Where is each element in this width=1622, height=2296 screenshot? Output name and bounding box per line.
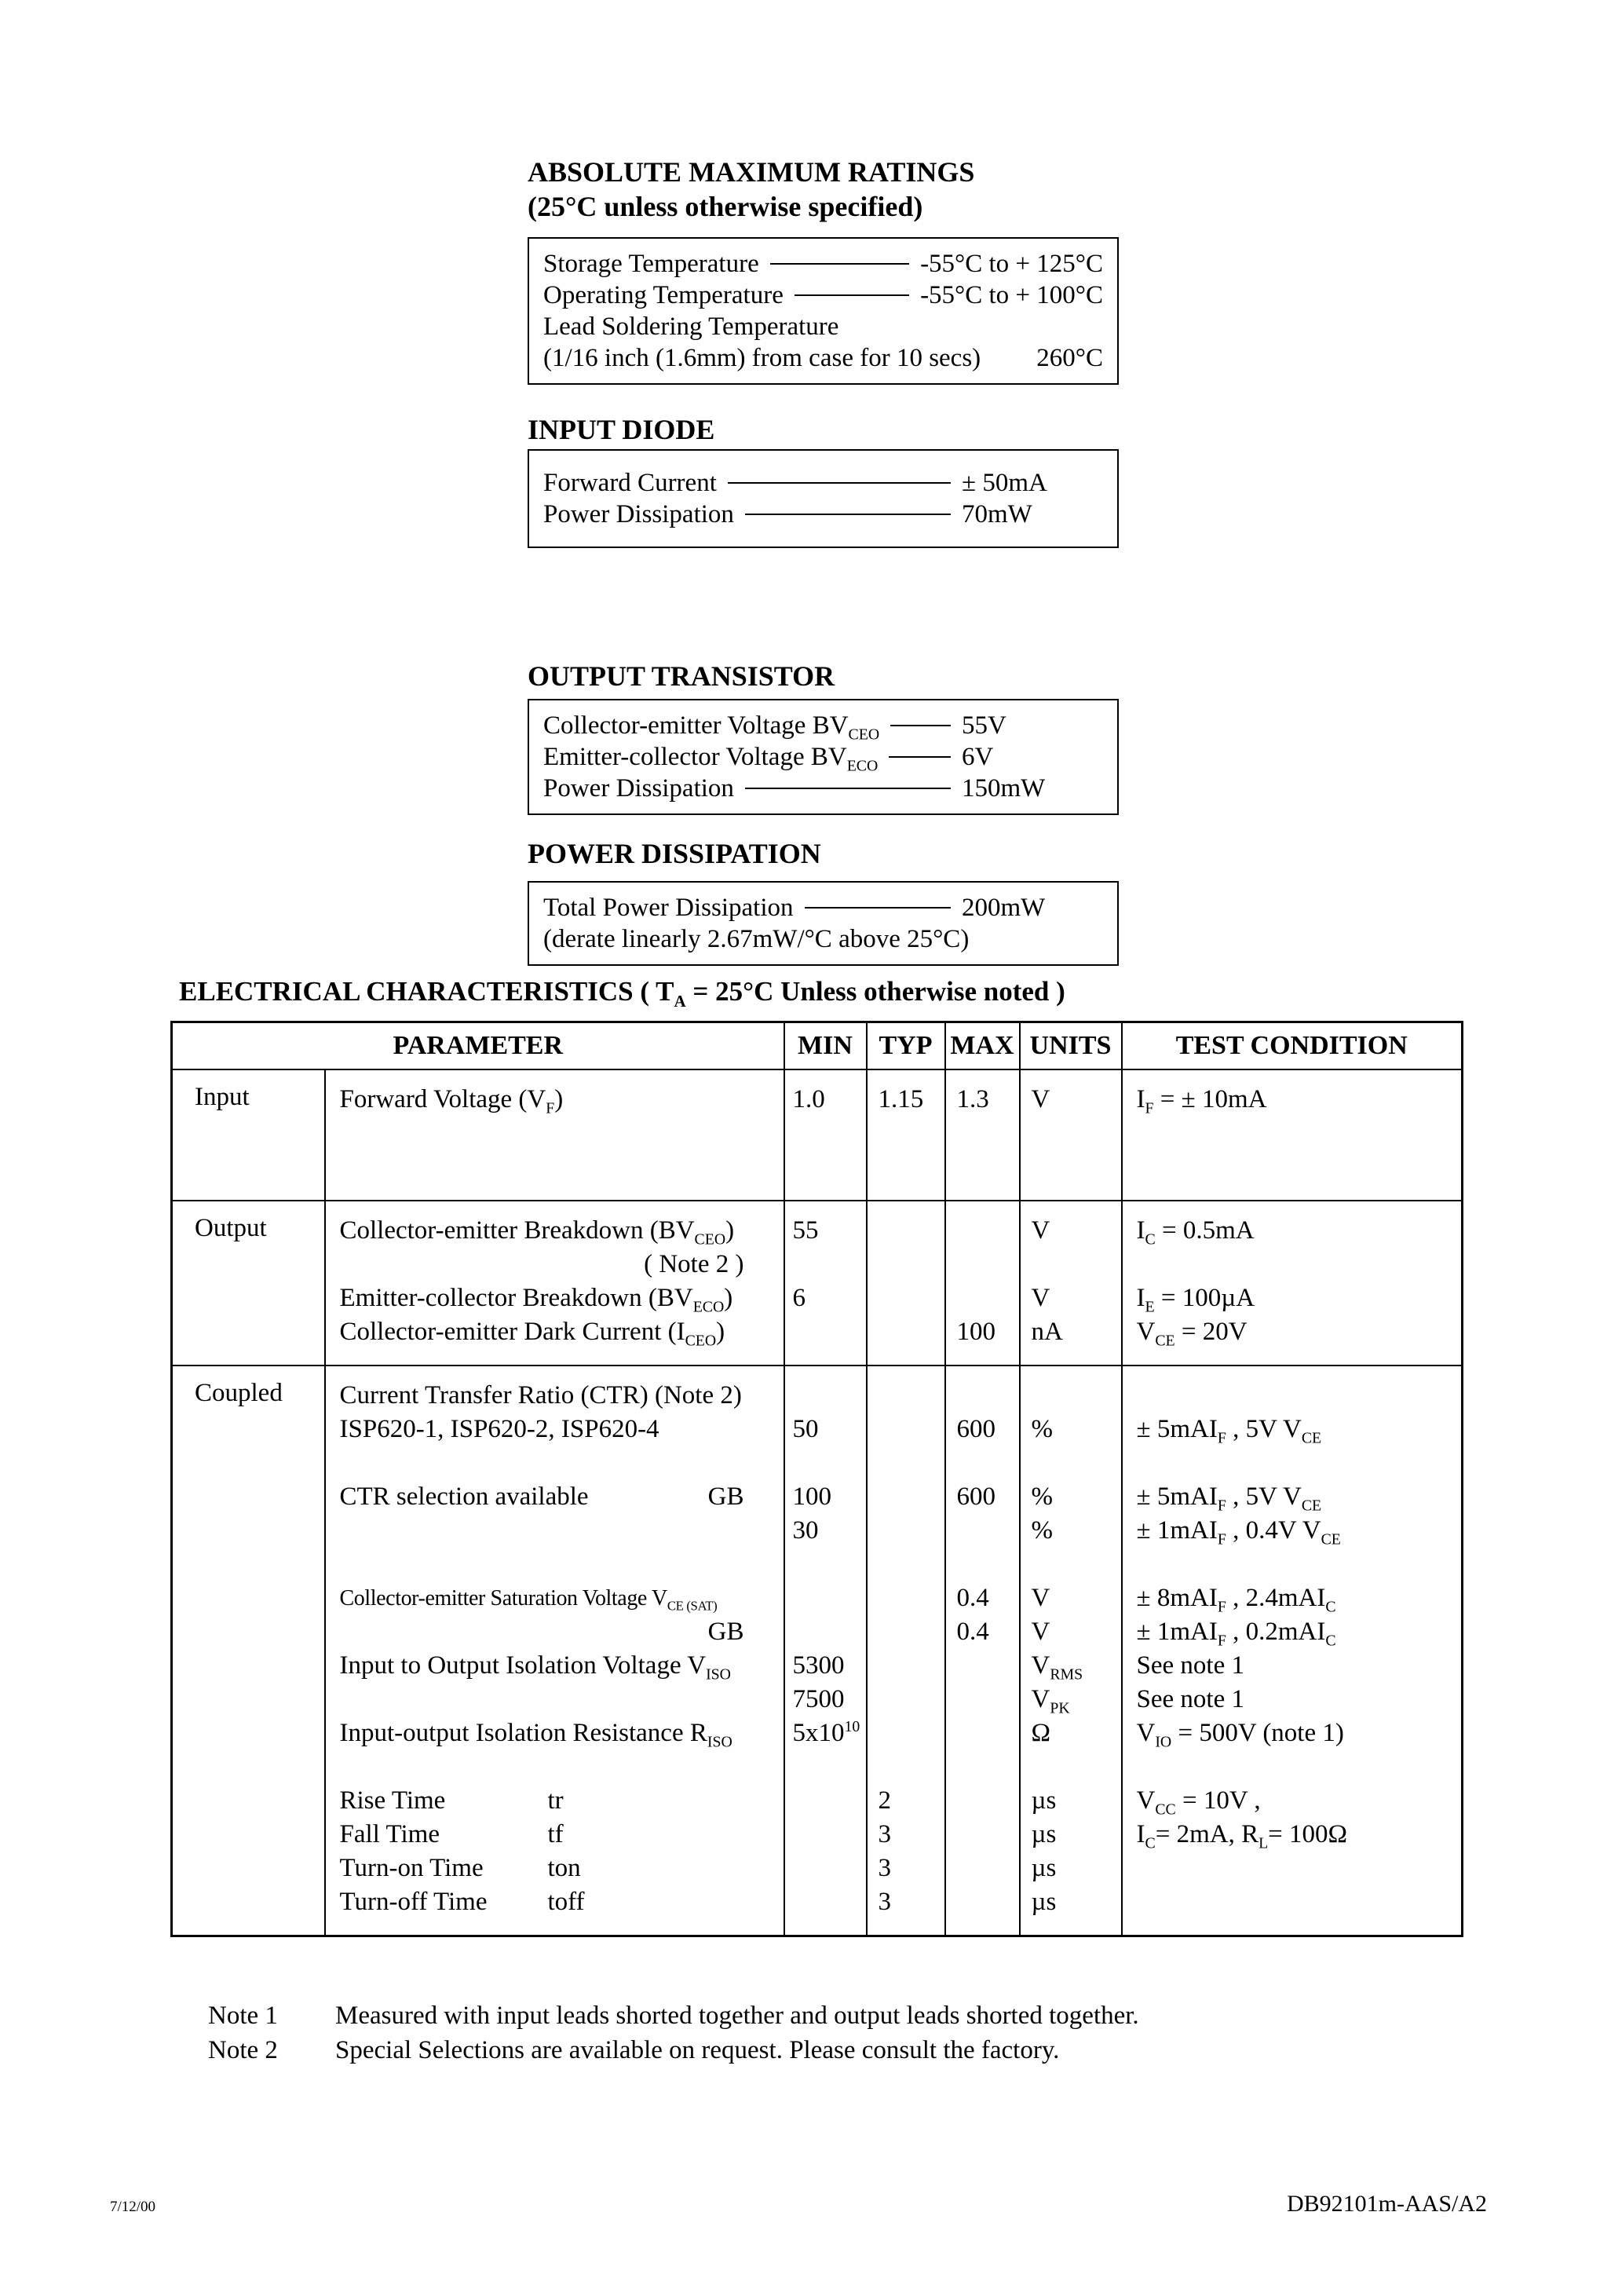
spec-label: Power Dissipation xyxy=(543,500,734,528)
table-line: 50 xyxy=(792,1414,819,1443)
column-header-parameter: PARAMETER xyxy=(172,1022,784,1069)
table-line: 30 xyxy=(792,1515,819,1545)
table-line xyxy=(868,1446,944,1480)
table-line xyxy=(868,1581,944,1615)
table-line xyxy=(868,1248,944,1281)
note-row xyxy=(208,2033,1139,2067)
column-header-test-condition: TEST CONDITION xyxy=(1122,1022,1463,1069)
table-line: ± 5mAI$_F$ , 5V $V_{CE}$ xyxy=(1136,1414,1322,1447)
leader-line xyxy=(805,907,952,909)
table-line xyxy=(785,1379,866,1413)
table-line xyxy=(326,1480,784,1514)
spec-line xyxy=(543,773,1103,804)
table-line: % xyxy=(1031,1482,1053,1511)
table-line: 0.4 xyxy=(956,1617,989,1646)
table-line xyxy=(326,1083,784,1117)
section-title-absolute-maximum-ratings: ABSOLUTE MAXIMUM RATINGS xyxy=(528,156,975,188)
table-line xyxy=(1021,1548,1121,1581)
table-line xyxy=(326,1514,784,1548)
table-line xyxy=(1021,1117,1121,1150)
row-group-label: Coupled xyxy=(172,1366,325,1936)
table-line: V xyxy=(1031,1216,1050,1245)
table-cell-test xyxy=(1122,1366,1463,1936)
table-line xyxy=(868,1281,944,1315)
table-line: 1.15 xyxy=(878,1084,924,1113)
column-header-typ: TYP xyxy=(867,1022,945,1069)
spec-value: -55°C to + 125°C xyxy=(920,250,1103,278)
spec-label: Collector-emitter Voltage $BV_{CEO}$ xyxy=(543,711,880,744)
table-line xyxy=(785,1885,866,1919)
leader-line xyxy=(889,756,951,758)
table-line: 2 xyxy=(878,1786,891,1815)
table-line xyxy=(326,1852,784,1885)
table-line xyxy=(946,1784,1019,1818)
leader-line xyxy=(728,482,951,484)
table-cell-units xyxy=(1020,1069,1122,1201)
table-line xyxy=(946,1852,1019,1885)
param-label: Rise Time xyxy=(339,1786,446,1815)
table-line xyxy=(1021,1750,1121,1784)
table-cell-test xyxy=(1122,1069,1463,1201)
table-line xyxy=(326,1683,784,1717)
param-label: Input-output Isolation Resistance $R_{ISO}$ xyxy=(339,1718,732,1751)
spec-line xyxy=(543,342,1103,374)
table-line: 100 xyxy=(792,1482,831,1511)
table-line xyxy=(326,1750,784,1784)
table-line: $V_{CE} = 20V$ xyxy=(1136,1317,1248,1350)
table-group-row-output xyxy=(172,1201,1463,1366)
table-line: Ω xyxy=(1031,1718,1051,1747)
param-symbol: tf xyxy=(547,1819,564,1848)
spec-value: 150mW xyxy=(962,774,1046,803)
table-line: V xyxy=(1031,1617,1050,1646)
table-cell-param xyxy=(325,1201,784,1366)
table-line xyxy=(1021,1150,1121,1184)
table-cell-min xyxy=(784,1069,867,1201)
spec-value: ± 50mA xyxy=(962,469,1047,497)
param-label: Emitter-collector Breakdown $(BV_{ECO})$ xyxy=(339,1283,733,1316)
note-label: Note 1 xyxy=(208,2002,278,2030)
table-line xyxy=(326,1379,784,1413)
table-line xyxy=(785,1150,866,1184)
table-line: 3 xyxy=(878,1853,891,1882)
table-line xyxy=(326,1548,784,1581)
table-line xyxy=(868,1150,944,1184)
table-line: % xyxy=(1031,1515,1053,1545)
param-label: Turn-on Time xyxy=(339,1853,484,1882)
table-line xyxy=(785,1750,866,1784)
leader-line xyxy=(745,788,951,789)
row-group-label: Output xyxy=(172,1201,325,1366)
param-label: Collector-emitter Dark Current $(I_{CEO})$ xyxy=(339,1317,725,1350)
spec-line xyxy=(543,892,1103,923)
table-line xyxy=(1123,1446,1462,1480)
table-line: ± 8mAI$_F$ , 2.4mAI$_C$ xyxy=(1136,1583,1336,1616)
table-line: ± 1mAI$_F$ , 0.4V $V_{CE}$ xyxy=(1136,1515,1341,1548)
table-line: 3 xyxy=(878,1887,891,1916)
table-line xyxy=(326,1150,784,1184)
table-line xyxy=(946,1750,1019,1784)
table-cell-units xyxy=(1020,1366,1122,1936)
table-line xyxy=(946,1649,1019,1683)
table-line: 600 xyxy=(956,1414,995,1443)
param-label: Collector-emitter Saturation Voltage $V_{CE (SAT)}$ xyxy=(339,1585,718,1614)
table-cell-min xyxy=(784,1201,867,1366)
table-line xyxy=(785,1446,866,1480)
table-line: % xyxy=(1031,1414,1053,1443)
table-line: $I_C = 0.5mA$ xyxy=(1136,1216,1255,1249)
table-line: $V_{RMS}$ xyxy=(1031,1651,1083,1684)
spec-label: Forward Current xyxy=(543,469,717,497)
table-line xyxy=(868,1315,944,1349)
spec-value: 70mW xyxy=(962,500,1032,528)
table-line xyxy=(1123,1885,1462,1919)
table-line xyxy=(1021,1248,1121,1281)
footer-date: 7/12/00 xyxy=(110,2199,156,2215)
table-line xyxy=(785,1818,866,1852)
table-cell-max xyxy=(945,1366,1020,1936)
table-line xyxy=(946,1446,1019,1480)
table-line: 0.4 xyxy=(956,1583,989,1612)
table-line xyxy=(946,1281,1019,1315)
electrical-characteristics-table xyxy=(170,1021,1463,1937)
spec-line xyxy=(543,710,1103,744)
table-line: 55 xyxy=(792,1216,819,1245)
spec-label: Total Power Dissipation xyxy=(543,894,794,922)
table-cell-max xyxy=(945,1069,1020,1201)
table-line xyxy=(946,1248,1019,1281)
column-header-max: MAX xyxy=(945,1022,1020,1069)
param-symbol: ton xyxy=(547,1853,581,1882)
section-subtitle-abs-max: (25°C unless otherwise specified) xyxy=(528,191,923,222)
param-right-label: ( Note 2 ) xyxy=(644,1249,744,1278)
table-line xyxy=(1021,1446,1121,1480)
table-line: ± 5mAI$_F$ , 5V $V_{CE}$ xyxy=(1136,1482,1322,1515)
param-label: Turn-off Time xyxy=(339,1887,488,1916)
table-line xyxy=(1123,1750,1462,1784)
param-label: Fall Time xyxy=(339,1819,440,1848)
table-line xyxy=(1123,1379,1462,1413)
table-line: $V_{PK}$ xyxy=(1031,1684,1070,1717)
spec-value: -55°C to + 100°C xyxy=(920,281,1103,309)
table-line xyxy=(946,1885,1019,1919)
table-line xyxy=(1123,1248,1462,1281)
table-cell-typ xyxy=(867,1069,945,1201)
table-line: V xyxy=(1031,1084,1050,1113)
note-text: Special Selections are available on request. Please consult the factory. xyxy=(335,2036,1060,2064)
table-line xyxy=(326,1649,784,1683)
table-group-row-coupled xyxy=(172,1366,1463,1936)
spec-label: Power Dissipation xyxy=(543,774,734,803)
spec-line xyxy=(543,923,1103,955)
table-cell-typ xyxy=(867,1366,945,1936)
table-line xyxy=(326,1315,784,1349)
table-line xyxy=(326,1413,784,1446)
param-label: Forward Voltage $(V_F)$ xyxy=(339,1084,564,1117)
table-line xyxy=(868,1480,944,1514)
spec-label: (derate linearly 2.67mW/°C above 25°C) xyxy=(543,925,970,953)
table-line: 100 xyxy=(956,1317,995,1346)
param-symbol: tr xyxy=(547,1786,564,1815)
table-line: $V_{IO} = 500V$ (note 1) xyxy=(1136,1718,1344,1751)
spec-line xyxy=(543,311,1103,342)
table-line: $V_{CC} = 10V$ , xyxy=(1136,1786,1261,1819)
table-line xyxy=(1123,1548,1462,1581)
table-line xyxy=(868,1514,944,1548)
table-line: $I_E = 100\mu A$ xyxy=(1136,1283,1255,1316)
column-header-min: MIN xyxy=(784,1022,867,1069)
table-line xyxy=(946,1117,1019,1150)
table-line xyxy=(868,1413,944,1446)
spec-value: 6V xyxy=(962,743,994,771)
leader-line xyxy=(890,725,951,726)
table-line: µs xyxy=(1031,1819,1057,1848)
table-line xyxy=(326,1717,784,1750)
section-title-input-diode: INPUT DIODE xyxy=(528,414,715,445)
footer-document-number: DB92101m-AAS/A2 xyxy=(1286,2191,1487,2217)
table-header-row xyxy=(172,1022,1463,1069)
table-line xyxy=(946,1514,1019,1548)
leader-line xyxy=(745,514,951,515)
param-label: Input to Output Isolation Voltage $V_{ISO}$ xyxy=(339,1651,731,1684)
table-cell-param xyxy=(325,1366,784,1936)
table-line xyxy=(946,1214,1019,1248)
table-line: See note 1 xyxy=(1136,1651,1244,1680)
table-line xyxy=(1123,1150,1462,1184)
leader-line xyxy=(795,294,909,296)
table-line xyxy=(326,1615,784,1649)
table-line xyxy=(326,1446,784,1480)
spec-line xyxy=(543,248,1103,280)
table-line: V xyxy=(1031,1583,1050,1612)
spec-line xyxy=(543,741,1103,773)
table-line: µs xyxy=(1031,1887,1057,1916)
param-label: Current Transfer Ratio (CTR) (Note 2) xyxy=(339,1380,742,1409)
table-line xyxy=(946,1548,1019,1581)
input-diode-box xyxy=(528,449,1119,548)
note-text: Measured with input leads shorted together and output leads shorted together. xyxy=(335,2002,1139,2030)
table-line: ± 1mAI$_F$ , 0.2mAI$_C$ xyxy=(1136,1617,1336,1650)
spec-label: Lead Soldering Temperature xyxy=(543,313,839,341)
table-line xyxy=(326,1281,784,1315)
table-line xyxy=(785,1548,866,1581)
leader-line xyxy=(770,263,909,265)
table-line xyxy=(946,1683,1019,1717)
spec-value: 55V xyxy=(962,711,1006,740)
notes-section xyxy=(208,1998,1139,2067)
spec-label: (1/16 inch (1.6mm) from case for 10 secs) xyxy=(543,344,981,372)
spec-label: Storage Temperature xyxy=(543,250,759,278)
table-line xyxy=(326,1117,784,1150)
table-line xyxy=(946,1150,1019,1184)
table-line xyxy=(1123,1117,1462,1150)
table-line xyxy=(326,1784,784,1818)
section-title-output-transistor: OUTPUT TRANSISTOR xyxy=(528,660,835,692)
section-title-power-dissipation: POWER DISSIPATION xyxy=(528,838,821,869)
table-line xyxy=(868,1379,944,1413)
table-cell-typ xyxy=(867,1201,945,1366)
table-cell-test xyxy=(1122,1201,1463,1366)
table-line: 5300 xyxy=(792,1651,845,1680)
table-cell-param xyxy=(325,1069,784,1201)
param-label: Collector-emitter Breakdown $(BV_{CEO})$ xyxy=(339,1216,735,1249)
power-dissipation-box xyxy=(528,881,1119,966)
table-line: 1.3 xyxy=(956,1084,989,1113)
table-line xyxy=(785,1784,866,1818)
table-line xyxy=(868,1717,944,1750)
table-line xyxy=(785,1315,866,1349)
table-cell-units xyxy=(1020,1201,1122,1366)
table-line: nA xyxy=(1031,1317,1063,1346)
spec-line xyxy=(543,280,1103,311)
table-line xyxy=(868,1214,944,1248)
param-label: ISP620-1, ISP620-2, ISP620-4 xyxy=(339,1414,659,1443)
table-line: 6 xyxy=(792,1283,806,1312)
table-line xyxy=(326,1581,784,1615)
table-line xyxy=(326,1214,784,1248)
param-label: CTR selection available xyxy=(339,1482,589,1511)
table-line: $I_C= 2mA$, $R_L= 100\Omega$ xyxy=(1136,1819,1348,1852)
table-line: $I_F$ = ± 10mA xyxy=(1136,1084,1267,1117)
table-line: µs xyxy=(1031,1786,1057,1815)
table-line xyxy=(326,1818,784,1852)
spec-value: 260°C xyxy=(1036,344,1103,372)
table-line xyxy=(326,1885,784,1919)
table-cell-max xyxy=(945,1201,1020,1366)
spec-line xyxy=(543,499,1103,530)
table-cell-min xyxy=(784,1366,867,1936)
output-transistor-box xyxy=(528,699,1119,815)
spec-value: 200mW xyxy=(962,894,1046,922)
table-line xyxy=(785,1581,866,1615)
table-line xyxy=(1123,1852,1462,1885)
table-line xyxy=(785,1615,866,1649)
table-line xyxy=(868,1117,944,1150)
param-right-label: GB xyxy=(707,1617,744,1646)
row-group-label: Input xyxy=(172,1069,325,1201)
table-line xyxy=(946,1717,1019,1750)
table-line xyxy=(868,1683,944,1717)
note-row xyxy=(208,1998,1139,2033)
note-label: Note 2 xyxy=(208,2036,278,2064)
table-line xyxy=(946,1379,1019,1413)
table-line: µs xyxy=(1031,1853,1057,1882)
table-line xyxy=(868,1615,944,1649)
spec-label: Emitter-collector Voltage $BV_{ECO}$ xyxy=(543,743,879,775)
table-line: 600 xyxy=(956,1482,995,1511)
spec-label: Operating Temperature xyxy=(543,281,784,309)
table-line xyxy=(946,1818,1019,1852)
table-line: 7500 xyxy=(792,1684,845,1713)
spec-line xyxy=(543,467,1103,499)
column-header-units: UNITS xyxy=(1020,1022,1122,1069)
table-line: V xyxy=(1031,1283,1050,1312)
table-line xyxy=(785,1852,866,1885)
table-line xyxy=(785,1117,866,1150)
table-line xyxy=(868,1548,944,1581)
table-line: See note 1 xyxy=(1136,1684,1244,1713)
abs-max-ratings-box xyxy=(528,237,1119,385)
table-line xyxy=(868,1649,944,1683)
table-line: 3 xyxy=(878,1819,891,1848)
table-line: 1.0 xyxy=(792,1084,825,1113)
section-title-electrical-characteristics: ELECTRICAL CHARACTERISTICS ( $T_A = 25^\circ C$ Unless otherwise noted ) xyxy=(179,976,1065,1011)
table-line xyxy=(1021,1379,1121,1413)
table-line: $5x10^{10}$ xyxy=(792,1717,860,1747)
table-line xyxy=(326,1248,784,1281)
param-right-label: GB xyxy=(707,1482,744,1511)
table-line xyxy=(785,1248,866,1281)
table-group-row-input xyxy=(172,1069,1463,1201)
param-symbol: toff xyxy=(547,1887,585,1916)
table-line xyxy=(868,1750,944,1784)
